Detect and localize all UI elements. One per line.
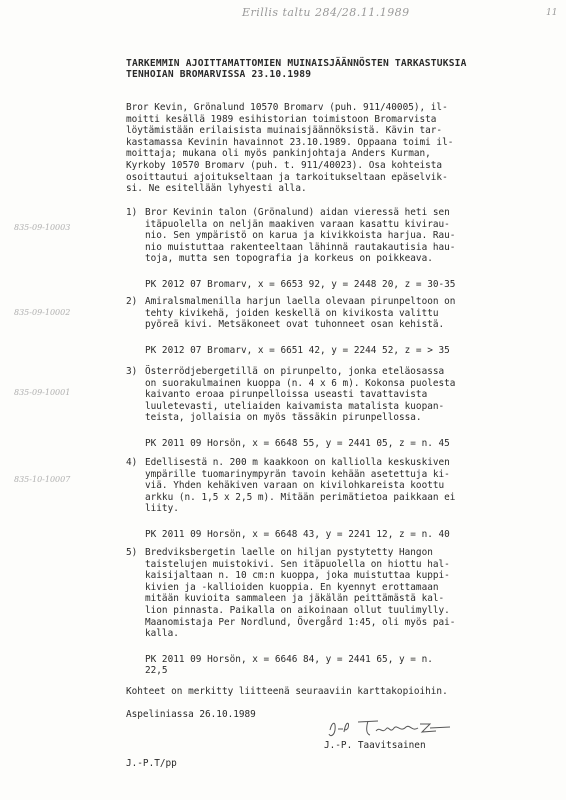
item-coordinates: PK 2011 09 Horsön, x = 6648 43, y = 2241 12, z = n. 40 <box>145 528 450 540</box>
finding-item-2 <box>126 296 536 356</box>
margin-note-item-3: 835-09-10001 <box>14 388 71 397</box>
margin-note-item-4: 835-10-10007 <box>14 475 71 484</box>
intro-paragraph: Bror Kevin, Grönalund 10570 Bromarv (puh. 911/40005), il- moitti kesällä 1989 esihistorian toimistoon Bromarvista löytämistään erilaisista muinaisjäännöksistä. Kävin tar- kastamassa Kevinin havainnot 23.10.1989. Oppaana toimi il- moittaja; mukana oli myös pankinjohtaja Anders Kurman, Kyrkoby 10570 Bromarv (puh. t. 911/40023). Osa kohteista osoittautui ajoitukseltaan ja tarkoitukseltaan epäselvik- si. Ne esitellään lyhyesti alla. <box>126 102 454 195</box>
item-description: Bror Kevinin talon (Grönalund) aidan vieressä heti sen itäpuolella on neljän maakiven varaan kasattu kivirau- nio. Sen ympäristö on karua ja kivikkoista harjua. Rau- nio muistuttaa rakenteeltaan lähinnä rautakautisia hau- toja, mutta sen topografia ja korkeus on poikkeava. <box>145 207 456 265</box>
finding-item-1 <box>126 207 536 291</box>
document-title <box>126 58 467 80</box>
finding-item-3 <box>126 366 536 450</box>
page-number-note: 11 <box>546 8 558 18</box>
title-line-2: TENHOIAN BROMARVISSA 23.10.1989 <box>126 69 312 80</box>
item-number: 1) <box>126 207 138 218</box>
finding-item-5 <box>126 547 536 677</box>
item-description: Österrödjebergetillä on pirunpelto, jonka eteläosassa on suorakulmainen kuoppa (n. 4 x 6 m). Kokonsa puolesta kaivanto eroaa pirunpelloissa useasti tavattavista luuletevasti, uteliaiden kaivamista matalista kuopan- teista, jollaisia on myös tässäkin pirunpellossa. <box>145 366 456 424</box>
finding-item-4 <box>126 457 536 541</box>
item-number: 4) <box>126 457 138 468</box>
handwritten-archive-note: Erillis taltu 284/28.11.1989 <box>242 6 410 19</box>
item-coordinates: PK 2011 09 Horsön, x = 6646 84, y = 2441 65, y = n. 22,5 <box>145 653 433 677</box>
item-coordinates: PK 2011 09 Horsön, x = 6648 55, y = 2441 05, z = n. 45 <box>145 437 450 449</box>
closing-sentence: Kohteet on merkitty liitteenä seuraaviin karttakopioihin. <box>126 686 448 697</box>
signer-name: J.-P. Taavitsainen <box>324 740 426 751</box>
item-description: Bredviksbergetin laelle on hiljan pystytetty Hangon taistelujen muistokivi. Sen itäpuolella on hiottu hal- kaisijaltaan n. 10 cm:n kuoppa, joka muistuttaa kuppi- kivien ja -kallioiden kuoppia. En kyennyt erottamaan mitään kuvioita sammaleen ja jäkälän peittämästä kal- lion pinnasta. Paikalla on aikoinaan ollut tuulimylly. Maanomistaja Per Nordlund, Övergård 1:45, oli myös pai- kalla. <box>145 547 456 640</box>
item-coordinates: PK 2012 07 Bromarv, x = 6651 42, y = 2244 52, z = > 35 <box>145 344 450 356</box>
item-coordinates: PK 2012 07 Bromarv, x = 6653 92, y = 2448 20, z = 30-35 <box>145 278 456 290</box>
margin-note-item-2: 835-09-10002 <box>14 308 71 317</box>
item-description: Edellisestä n. 200 m kaakkoon on kalliolla keskuskiven ympärille tuomarinympyrän tavoin kehään asetettuja ki- viä. Yhden kehäkiven varaan on kivilohkareista koottu arkku (n. 1,5 x 2,5 m). Mitään perimätietoa paikkaan ei liity. <box>145 457 456 515</box>
handwritten-signature <box>326 716 456 740</box>
typist-initials: J.-P.T/pp <box>126 758 177 769</box>
item-number: 5) <box>126 547 138 558</box>
margin-note-item-1: 835-09-10003 <box>14 223 71 232</box>
item-number: 3) <box>126 366 138 377</box>
place-and-date: Aspeliniassa 26.10.1989 <box>126 709 256 720</box>
title-line-1: TARKEMMIN AJOITTAMATTOMIEN MUINAISJÄÄNNÖSTEN TARKASTUKSIA <box>126 58 467 69</box>
item-description: Amiralsmalmenilla harjun laella olevaan pirunpeltoon on tehty kivikehä, joiden keskellä on kivikosta valittu pyöreä kivi. Metsäkoneet ovat tuhonneet osan kehistä. <box>145 296 456 331</box>
item-number: 2) <box>126 296 138 307</box>
